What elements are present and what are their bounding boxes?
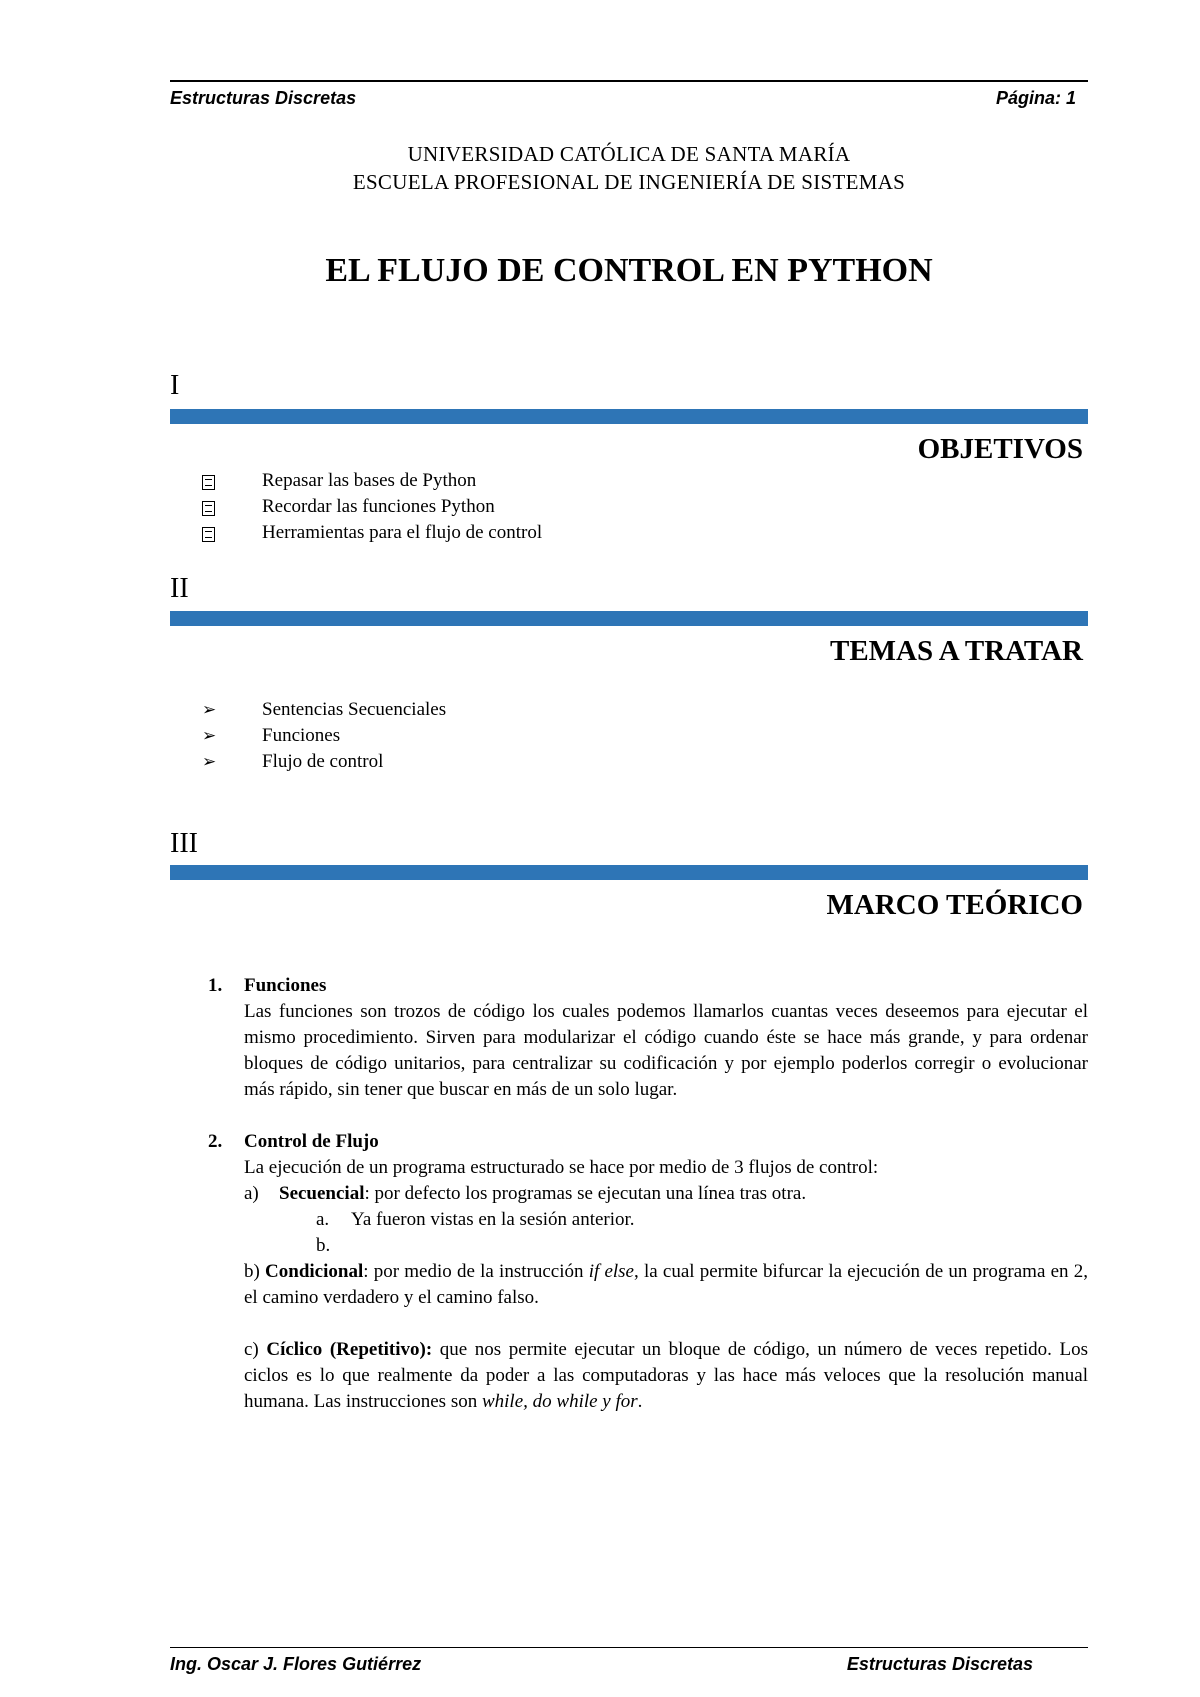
arrowhead-bullet-icon: ➢	[202, 726, 217, 745]
flow-conditional: b) Condicional: por medio de la instrucción if else, la cual permite bifurcar la ejecución de un programa en 2, el camino verdadero y el camino falso.	[244, 1261, 1088, 1308]
item-paragraph: Las funciones son trozos de código los cuales podemos llamarlos cuantas veces deseemos para ejecutar el mismo procedimiento. Sirven para modularizar el código cuando éste se hace más grande, y para ordenar bloques de código unitarios, para centralizar su codificación y por ejemplo poderlos corregir o evolucionar más rápido, sin tener que buscar en más de un solo lugar.	[244, 1001, 1088, 1100]
list-item: ➢ Sentencias Secuenciales	[200, 697, 446, 723]
page-header	[170, 80, 1088, 110]
flow-sequential-note-a: a. Ya fueron vistas en la sesión anterior.	[316, 1209, 635, 1230]
list-item: Recordar las funciones Python	[200, 494, 542, 520]
document-icon	[202, 520, 215, 546]
arrowhead-bullet-icon: ➢	[202, 752, 217, 771]
flow-sequential: a) Secuencial: por defecto los programas se ejecutan una línea tras otra.	[244, 1183, 807, 1204]
school-name: ESCUELA PROFESIONAL DE INGENIERÍA DE SISTEMAS	[352, 170, 906, 194]
document-icon	[202, 494, 215, 520]
list-item: ➢ Flujo de control	[200, 749, 446, 775]
header-course: Estructuras Discretas	[170, 88, 357, 108]
flow-sequential-note-b: b.	[316, 1235, 331, 1256]
section-title-topics: TEMAS A TRATAR	[830, 635, 1083, 667]
section-title-theory: MARCO TEÓRICO	[826, 889, 1083, 921]
section-bar-3	[170, 865, 1088, 880]
flow-cyclic: c) Cíclico (Repetitivo): que nos permite ejecutar un bloque de código, un número de veces repetido. Los ciclos es lo que realmente da poder a las computadoras y las hace más veloces que la resolución manual humana. Las instrucciones son while, do while y for.	[244, 1339, 1089, 1412]
theory-item-flow-control: 2. Control de Flujo La ejecución de un programa estructurado se hace por medio de 3 flujos de control: a) Secuencial: por defecto los programas se ejecutan una línea tras otra. a. Ya fueron vistas en la sesión anterior. b. b) Condicional: por medio de la instrucción if else, la cual permite bifurcar la ejecución de un programa en 2, el camino verdadero y el camino falso. c) Cíclico (Repetitivo): que nos permite ejecutar un bloque de código, un número de veces repetido. Los ciclos es lo que realmente da poder a las computadoras y las hace más veloces que la resolución manual humana. Las instrucciones son while, do while y for.	[200, 1129, 1088, 1415]
section-bar-2	[170, 611, 1088, 626]
arrowhead-bullet-icon: ➢	[202, 700, 217, 719]
document-icon	[202, 468, 215, 494]
page-footer	[170, 1647, 1088, 1674]
section-numeral-1: I	[170, 370, 180, 401]
footer-author: Ing. Oscar J. Flores Gutiérrez	[170, 1654, 422, 1674]
footer-course: Estructuras Discretas	[846, 1654, 1033, 1674]
theory-item-functions: 1. Funciones Las funciones son trozos de código los cuales podemos llamarlos cuantas veces deseemos para ejecutar el mismo procedimiento. Sirven para modularizar el código cuando éste se hace más grande, y para ordenar bloques de código unitarios, para centralizar su codificación y por ejemplo poderlos corregir o evolucionar más rápido, sin tener que buscar en más de un solo lugar.	[200, 973, 1088, 1103]
university-name: UNIVERSIDAD CATÓLICA DE SANTA MARÍA	[407, 142, 851, 166]
list-item: ➢ Funciones	[200, 723, 446, 749]
list-item: Herramientas para el flujo de control	[200, 520, 542, 546]
section-title-objectives: OBJETIVOS	[917, 433, 1083, 465]
list-item: Repasar las bases de Python	[200, 468, 542, 494]
section-numeral-2: II	[170, 573, 189, 604]
header-page-number: Página: 1	[995, 88, 1076, 108]
theory-body	[200, 973, 1088, 1441]
item-heading: Control de Flujo	[244, 1131, 379, 1152]
document-title: EL FLUJO DE CONTROL EN PYTHON	[325, 252, 933, 289]
topics-list	[200, 697, 446, 775]
section-numeral-3: III	[170, 828, 198, 859]
institution-block	[170, 140, 1088, 196]
section-bar-1	[170, 409, 1088, 424]
objectives-list	[200, 468, 542, 546]
item-heading: Funciones	[244, 975, 327, 996]
item-intro: La ejecución de un programa estructurado se hace por medio de 3 flujos de control:	[244, 1157, 879, 1178]
